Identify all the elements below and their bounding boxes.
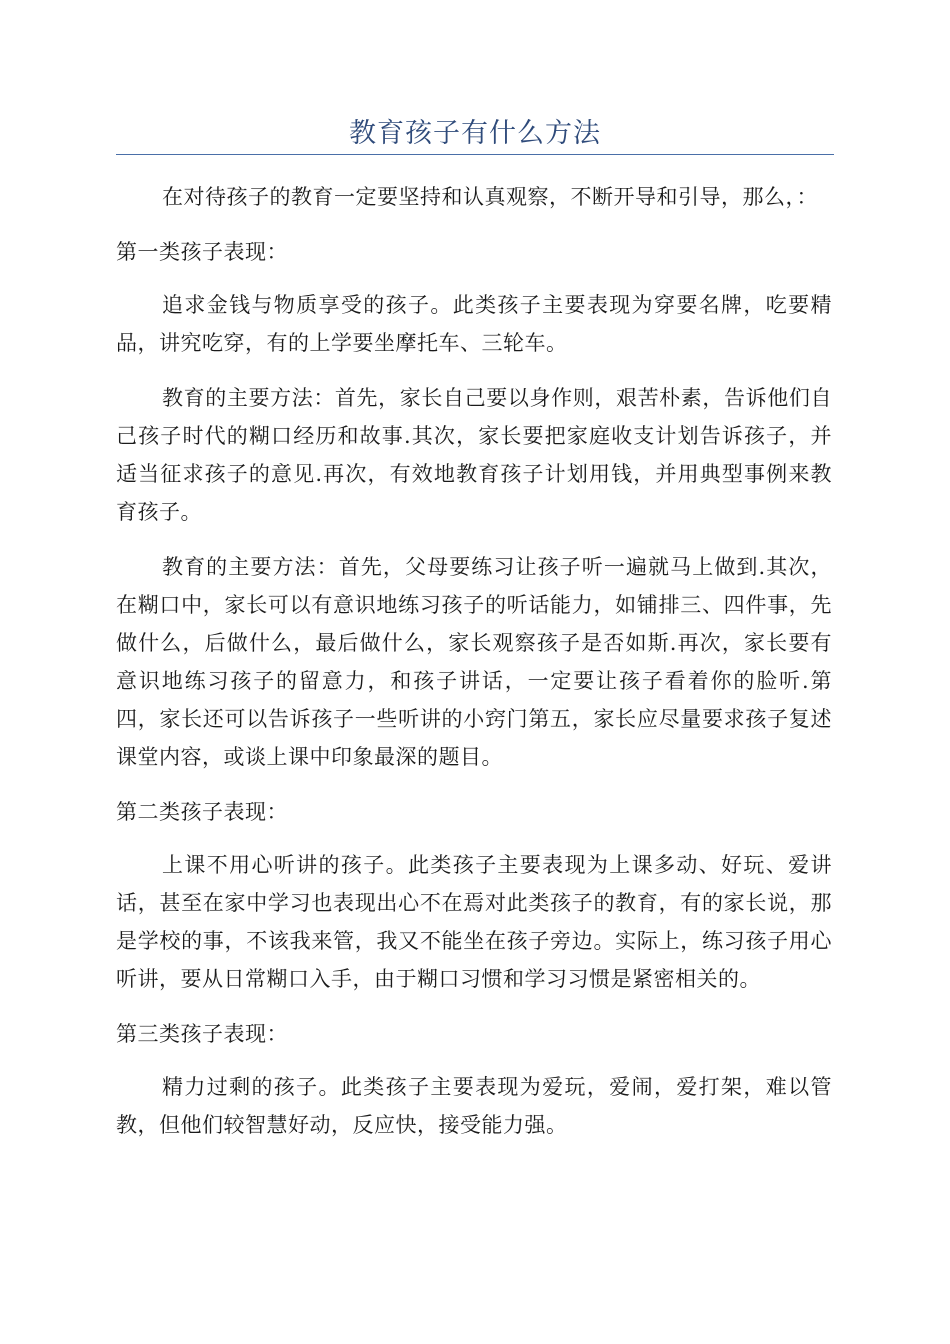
section-heading-3: 第三类孩子表现： (116, 1022, 288, 1046)
title-underline (116, 154, 834, 155)
section-1-method: 教育的主要方法：首先，家长自己要以身作则，艰苦朴素，告诉他们自己孩子时代的糊口经历和故事.其次，家长要把家庭收支计划告诉孩子，并适当征求孩子的意见.再次，有效地教育孩子计划用钱，并用典型事例来教育孩子。 (116, 386, 832, 524)
section-1-method-2: 教育的主要方法：首先，父母要练习让孩子听一遍就马上做到.其次，在糊口中，家长可以有意识地练习孩子的听话能力，如铺排三、四件事，先做什么，后做什么，最后做什么，家长观察孩子是否如斯.再次，家长要有意识地练习孩子的留意力，和孩子讲话，一定要让孩子看着你的脸听.第四，家长还可以告诉孩子一些听讲的小窍门第五，家长应尽量要求孩子复述课堂内容，或谈上课中印象最深的题目。 (116, 555, 832, 769)
section-heading-1: 第一类孩子表现： (116, 240, 288, 264)
section-heading-2: 第二类孩子表现： (116, 800, 288, 824)
section-1-description: 追求金钱与物质享受的孩子。此类孩子主要表现为穿要名牌，吃要精品，讲究吃穿，有的上学要坐摩托车、三轮车。 (116, 293, 832, 355)
intro-paragraph: 在对待孩子的教育一定要坚持和认真观察，不断开导和引导，那么，： (162, 185, 818, 209)
document-body (116, 178, 832, 1161)
document-title: 教育孩子有什么方法 (349, 118, 601, 149)
section-2-description: 上课不用心听讲的孩子。此类孩子主要表现为上课多动、好玩、爱讲话，甚至在家中学习也表现出心不在焉对此类孩子的教育，有的家长说，那是学校的事，不该我来管，我又不能坐在孩子旁边。实际上，练习孩子用心听讲，要从日常糊口入手，由于糊口习惯和学习习惯是紧密相关的。 (116, 853, 832, 991)
section-3-description: 精力过剩的孩子。此类孩子主要表现为爱玩，爱闹，爱打架，难以管教，但他们较智慧好动，反应快，接受能力强。 (116, 1075, 832, 1137)
